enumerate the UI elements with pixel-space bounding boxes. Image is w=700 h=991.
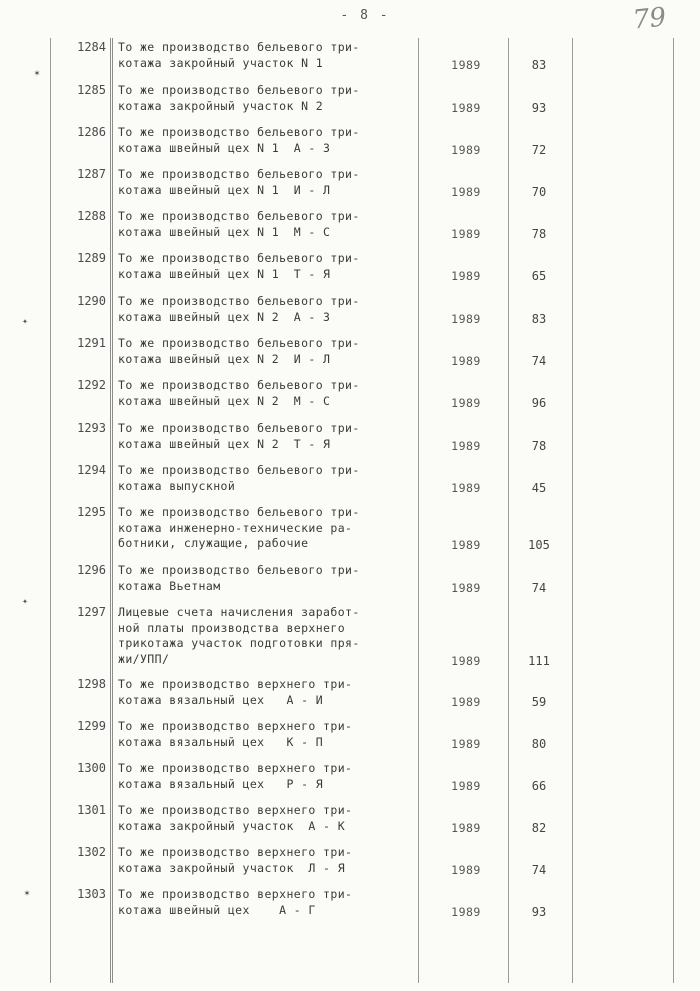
description-line: котажа закройный участок А - К bbox=[118, 818, 346, 833]
column-divider-number bbox=[110, 38, 113, 983]
description-line: То же производство бельевого три- bbox=[118, 167, 360, 181]
item-sheet-count: 105 bbox=[528, 538, 550, 552]
item-year: 1989 bbox=[451, 184, 481, 199]
item-number: 1303 bbox=[77, 887, 106, 901]
item-year: 1989 bbox=[451, 100, 481, 115]
description-line: котажа швейный цех N 2 И - Л bbox=[118, 351, 331, 366]
item-description bbox=[118, 605, 418, 667]
item-sheet-count: 66 bbox=[531, 778, 547, 793]
item-sheet-count: 65 bbox=[531, 268, 547, 283]
description-line: котажа вязальный цех Р - Я bbox=[118, 776, 324, 791]
description-line: котажа швейный цех N 2 Т - Я bbox=[118, 436, 331, 451]
item-sheet-count: 93 bbox=[531, 904, 547, 919]
item-description bbox=[118, 378, 418, 409]
item-year: 1989 bbox=[451, 904, 481, 919]
column-divider-description bbox=[418, 38, 419, 983]
item-description bbox=[118, 563, 418, 594]
item-sheet-count: 72 bbox=[531, 142, 547, 157]
item-number: 1290 bbox=[77, 294, 106, 308]
table-border-left bbox=[50, 38, 51, 983]
item-number: 1291 bbox=[77, 336, 106, 350]
item-sheet-count: 93 bbox=[531, 100, 547, 115]
description-line: То же производство бельевого три- bbox=[118, 83, 360, 97]
description-line: То же производство верхнего три- bbox=[118, 677, 353, 691]
description-line: Лицевые счета начисления заработ- bbox=[118, 605, 360, 619]
item-number: 1294 bbox=[77, 463, 106, 477]
description-line: котажа швейный цех А - Г bbox=[118, 902, 316, 917]
description-line: То же производство бельевого три- bbox=[118, 40, 360, 54]
item-number: 1285 bbox=[77, 83, 106, 97]
description-line: котажа выпускной bbox=[118, 478, 236, 493]
item-number: 1287 bbox=[77, 167, 106, 181]
item-description bbox=[118, 719, 418, 750]
item-sheet-count: 83 bbox=[531, 311, 547, 326]
page-number: - 8 - bbox=[340, 8, 390, 23]
item-number: 1302 bbox=[77, 845, 106, 859]
item-description bbox=[118, 803, 418, 834]
description-line: То же производство бельевого три- bbox=[118, 209, 360, 223]
item-description bbox=[118, 421, 418, 452]
description-line: трикотажа участок подготовки пря- bbox=[118, 636, 360, 650]
item-year: 1989 bbox=[451, 538, 481, 552]
description-line: котажа вязальный цех А - И bbox=[118, 692, 324, 707]
item-description bbox=[118, 125, 418, 156]
item-number: 1292 bbox=[77, 378, 106, 392]
description-line: котажа вязальный цех К - П bbox=[118, 734, 324, 749]
scan-speck: ✶ bbox=[34, 68, 41, 79]
item-sheet-count: 80 bbox=[531, 736, 547, 751]
item-description bbox=[118, 294, 418, 325]
description-line: ной платы производства верхнего bbox=[118, 620, 346, 635]
item-number: 1298 bbox=[77, 677, 106, 691]
item-number: 1301 bbox=[77, 803, 106, 817]
column-divider-year bbox=[508, 38, 509, 983]
item-description bbox=[118, 505, 418, 552]
item-sheet-count: 111 bbox=[528, 653, 550, 668]
item-number: 1288 bbox=[77, 209, 106, 223]
item-year: 1989 bbox=[451, 353, 481, 368]
description-line: котажа швейный цех N 1 А - З bbox=[118, 140, 331, 155]
item-year: 1989 bbox=[451, 395, 481, 410]
item-sheet-count: 82 bbox=[531, 820, 547, 835]
item-sheet-count: 59 bbox=[531, 694, 547, 709]
description-line: То же производство бельевого три- bbox=[118, 463, 360, 477]
item-number: 1284 bbox=[77, 40, 106, 54]
description-line: То же производство бельевого три- bbox=[118, 294, 360, 308]
item-description bbox=[118, 887, 418, 918]
table-border-right bbox=[673, 38, 674, 983]
item-year: 1989 bbox=[451, 438, 481, 453]
item-year: 1989 bbox=[451, 736, 481, 751]
description-line: То же производство бельевого три- bbox=[118, 125, 360, 139]
description-line: То же производство бельевого три- bbox=[118, 563, 360, 577]
scan-speck: ✶ bbox=[24, 888, 31, 899]
item-number: 1300 bbox=[77, 761, 106, 775]
description-line: котажа Вьетнам bbox=[118, 578, 221, 593]
description-line: То же производство бельевого три- bbox=[118, 421, 360, 435]
description-line: котажа швейный цех N 1 М - С bbox=[118, 224, 331, 239]
item-sheet-count: 74 bbox=[531, 862, 547, 877]
item-sheet-count: 78 bbox=[531, 226, 547, 241]
description-line: котажа закройный участок N 1 bbox=[118, 55, 324, 70]
scan-speck: ✦ bbox=[22, 596, 29, 607]
item-year: 1989 bbox=[451, 268, 481, 283]
item-sheet-count: 83 bbox=[531, 57, 547, 72]
description-line: То же производство бельевого три- bbox=[118, 378, 360, 392]
item-sheet-count: 70 bbox=[531, 184, 547, 199]
description-line: То же производство верхнего три- bbox=[118, 719, 353, 733]
description-line: То же производство бельевого три- bbox=[118, 251, 360, 265]
description-line: То же производство верхнего три- bbox=[118, 887, 353, 901]
item-sheet-count: 74 bbox=[531, 353, 547, 368]
description-line: ботники, служащие, рабочие bbox=[118, 536, 309, 550]
item-year: 1989 bbox=[451, 820, 481, 835]
item-description bbox=[118, 251, 418, 282]
description-line: котажа швейный цех N 2 А - З bbox=[118, 309, 331, 324]
item-number: 1295 bbox=[77, 505, 106, 519]
item-description bbox=[118, 83, 418, 114]
item-sheet-count: 74 bbox=[531, 580, 547, 595]
item-year: 1989 bbox=[451, 311, 481, 326]
item-description bbox=[118, 40, 418, 71]
description-line: котажа инженерно-технические ра- bbox=[118, 520, 353, 535]
description-line: То же производство верхнего три- bbox=[118, 803, 353, 817]
description-line: жи/УПП/ bbox=[118, 651, 170, 666]
handwritten-sheet-number: 79 bbox=[631, 2, 668, 36]
item-number: 1293 bbox=[77, 421, 106, 435]
item-year: 1989 bbox=[451, 778, 481, 793]
description-line: котажа закройный участок Л - Я bbox=[118, 860, 346, 875]
item-number: 1286 bbox=[77, 125, 106, 139]
description-line: котажа швейный цех N 1 Т - Я bbox=[118, 266, 331, 281]
description-line: То же производство бельевого три- bbox=[118, 505, 360, 519]
item-year: 1989 bbox=[451, 580, 481, 595]
column-divider-sheets bbox=[572, 38, 573, 983]
item-number: 1299 bbox=[77, 719, 106, 733]
item-sheet-count: 45 bbox=[531, 480, 547, 495]
item-year: 1989 bbox=[451, 57, 481, 72]
item-sheet-count: 96 bbox=[531, 395, 547, 410]
item-description bbox=[118, 167, 418, 198]
item-description bbox=[118, 761, 418, 792]
description-line: То же производство верхнего три- bbox=[118, 845, 353, 859]
item-number: 1296 bbox=[77, 563, 106, 577]
item-year: 1989 bbox=[451, 142, 481, 157]
item-year: 1989 bbox=[451, 226, 481, 241]
item-description bbox=[118, 845, 418, 876]
item-year: 1989 bbox=[451, 480, 481, 495]
item-year: 1989 bbox=[451, 862, 481, 877]
item-number: 1289 bbox=[77, 251, 106, 265]
scan-speck: ✦ bbox=[22, 316, 29, 327]
item-year: 1989 bbox=[451, 653, 481, 668]
description-line: То же производство бельевого три- bbox=[118, 336, 360, 350]
item-description bbox=[118, 209, 418, 240]
item-number: 1297 bbox=[77, 605, 106, 619]
item-sheet-count: 78 bbox=[531, 438, 547, 453]
item-year: 1989 bbox=[451, 694, 481, 709]
description-line: котажа швейный цех N 2 М - С bbox=[118, 393, 331, 408]
description-line: котажа швейный цех N 1 И - Л bbox=[118, 182, 331, 197]
description-line: То же производство верхнего три- bbox=[118, 761, 353, 775]
item-description bbox=[118, 463, 418, 494]
description-line: котажа закройный участок N 2 bbox=[118, 98, 324, 113]
item-description bbox=[118, 677, 418, 708]
item-description bbox=[118, 336, 418, 367]
